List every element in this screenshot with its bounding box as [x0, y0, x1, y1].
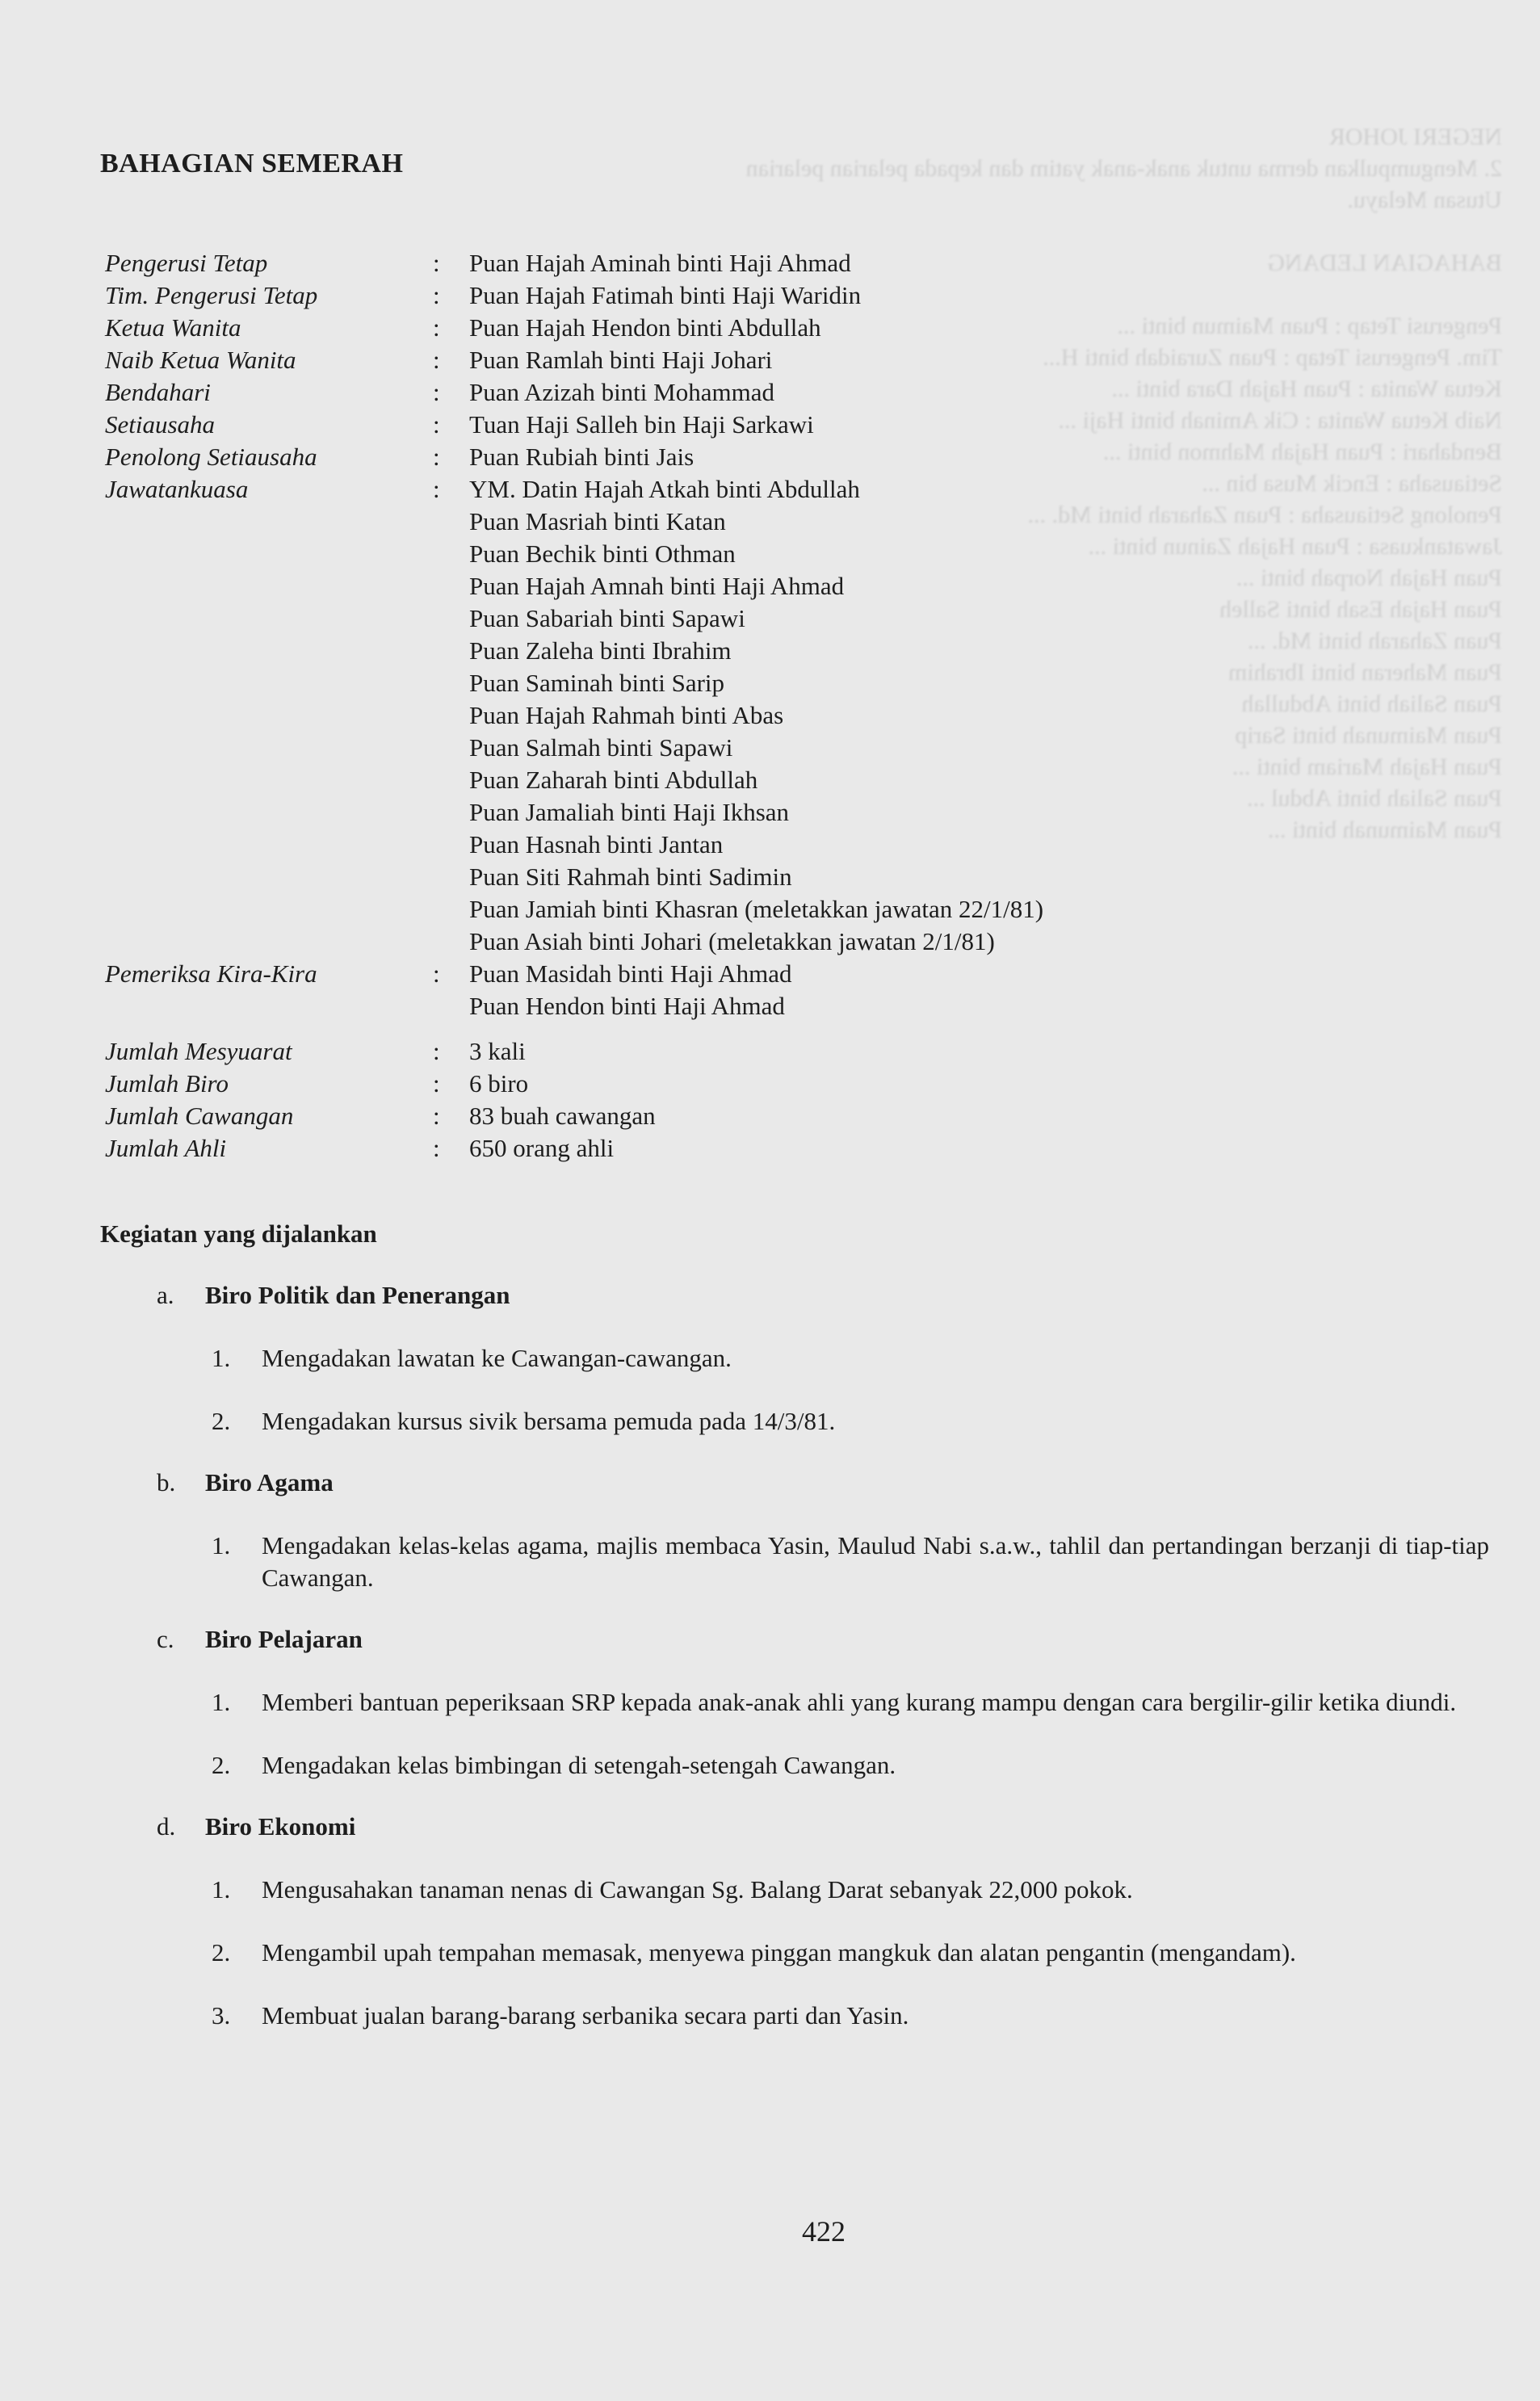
separator-colon: : [433, 1037, 440, 1065]
committee-member-name: Puan Hasnah binti Jantan [469, 830, 724, 858]
activity-item [100, 1874, 1489, 1906]
item-number: 1. [212, 1875, 231, 1904]
separator-colon: : [433, 1134, 440, 1162]
bureau-letter: b. [157, 1468, 176, 1496]
officer-role: Jawatankuasa [105, 475, 249, 503]
bureau-section [100, 1467, 1489, 1594]
separator-colon: : [433, 475, 440, 503]
committee-member-name: Puan Zaharah binti Abdullah [469, 766, 758, 794]
item-number: 2. [212, 1407, 231, 1435]
committee-member-name: Puan Salmah binti Sapawi [469, 733, 733, 762]
officer-role: Pengerusi Tetap [105, 249, 268, 277]
separator-colon: : [433, 410, 440, 439]
committee-member-name: Puan Masriah binti Katan [469, 507, 726, 535]
officer-name: Puan Hajah Hendon binti Abdullah [469, 313, 821, 342]
committee-member-name: Puan Zaleha binti Ibrahim [469, 636, 732, 665]
activity-item [100, 1937, 1489, 1969]
separator-colon: : [433, 313, 440, 342]
item-number: 1. [212, 1344, 231, 1372]
stat-label: Jumlah Cawangan [105, 1102, 294, 1130]
committee-member-name: Puan Jamaliah binti Haji Ikhsan [469, 798, 790, 826]
item-number: 2. [212, 1751, 231, 1779]
item-text: Mengadakan kursus sivik bersama pemuda pada 14/3/81. [262, 1407, 836, 1435]
bureau-title: Biro Agama [205, 1468, 334, 1496]
activity-item [100, 2000, 1489, 2032]
bleed-through-text: NEGERI JOHOR 2. Mengumpulkan derma untuk anak-anak yatim dan kepada pelarian pelarian Utusan Melayu. BAHAGIAN LEDANG Pengerusi Tetap : Puan Maimun binti ... Tim. Pengerusi Tetap : Puan Zuraidah binti H... Ketua Wanita : Puan Hajah Dara binti ... Naib Ketua Wanita : Cik Aminah binti Haji ... Bendahari : Puan Hajah Mahmon binti ... Setiausaha : Encik Musa bin ... Penolong Setiausaha : Puan Zaharah binti Md. ... Jawatankuasa : Puan Hajah Zainun binti ... Puan Hajah Norpah binti ... Puan Hajah Esah binti Salleh Puan Zaharah binti Md. ... Puan Maheran binti Ibrahim Puan Saliah binti Abdullah Puan Maimunah binti Sarip Puan Hajah Mariam binti ... Puan Saliah binti Abdul ... Puan Maimunah binti ... [745, 124, 1502, 843]
item-number: 3. [212, 2001, 231, 2030]
committee-member-name: Puan Siti Rahmah binti Sadimin [469, 863, 792, 891]
section-heading: BAHAGIAN SEMERAH [100, 149, 404, 178]
officer-name: Puan Azizah binti Mohammad [469, 378, 774, 406]
committee-member-name: Puan Jamiah binti Khasran (meletakkan jawatan 22/1/81) [469, 895, 1044, 923]
item-number: 2. [212, 1938, 231, 1967]
committee-member-name: Puan Saminah binti Sarip [469, 669, 725, 697]
bureau-heading [100, 1811, 1489, 1843]
committee-member-name: Puan Asiah binti Johari (meletakkan jawatan 2/1/81) [469, 927, 995, 955]
stat-value: 650 orang ahli [469, 1134, 615, 1162]
officer-role: Pemeriksa Kira-Kira [105, 959, 317, 988]
item-text: Mengambil upah tempahan memasak, menyewa pinggan mangkuk dan alatan pengantin (mengandam). [262, 1938, 1296, 1967]
activity-item [100, 1686, 1489, 1719]
item-text: Mengusahakan tanaman nenas di Cawangan Sg. Balang Darat sebanyak 22,000 pokok. [262, 1875, 1133, 1904]
activity-item [100, 1342, 1489, 1375]
bureau-section [100, 1279, 1489, 1438]
activity-item [100, 1405, 1489, 1438]
page-number: 422 [802, 2215, 846, 2248]
bureau-title: Biro Ekonomi [205, 1812, 356, 1841]
activities-title: Kegiatan yang dijalankan [100, 1219, 377, 1248]
stat-label: Jumlah Ahli [105, 1134, 227, 1162]
item-number: 1. [212, 1531, 231, 1559]
stat-value: 83 buah cawangan [469, 1102, 656, 1130]
bureau-letter: c. [157, 1625, 174, 1653]
bureau-title: Biro Pelajaran [205, 1625, 363, 1653]
officer-name: Puan Rubiah binti Jais [469, 443, 694, 471]
bureau-heading [100, 1279, 1489, 1312]
officer-role: Ketua Wanita [105, 313, 241, 342]
committee-member-name: Puan Hajah Amnah binti Haji Ahmad [469, 572, 845, 600]
auditor-name: Puan Hendon binti Haji Ahmad [469, 992, 785, 1020]
officer-role: Naib Ketua Wanita [105, 346, 296, 374]
officer-name: Puan Hajah Aminah binti Haji Ahmad [469, 249, 851, 277]
officer-role: Setiausaha [105, 410, 216, 439]
separator-colon: : [433, 378, 440, 406]
officer-name: Puan Ramlah binti Haji Johari [469, 346, 773, 374]
stat-value: 6 biro [469, 1069, 529, 1098]
officer-name: Puan Masidah binti Haji Ahmad [469, 959, 792, 988]
separator-colon: : [433, 346, 440, 374]
stat-label: Jumlah Biro [105, 1069, 229, 1098]
officer-name: Puan Hajah Fatimah binti Haji Waridin [469, 281, 862, 309]
activity-item [100, 1530, 1489, 1594]
officer-name: Tuan Haji Salleh bin Haji Sarkawi [469, 410, 814, 439]
officer-role: Tim. Pengerusi Tetap [105, 281, 318, 309]
bureau-heading [100, 1623, 1489, 1656]
bureau-title: Biro Politik dan Penerangan [205, 1281, 510, 1309]
committee-member-name: Puan Sabariah binti Sapawi [469, 604, 745, 632]
item-text: Membuat jualan barang-barang serbanika secara parti dan Yasin. [262, 2001, 909, 2030]
item-text: Mengadakan lawatan ke Cawangan-cawangan. [262, 1344, 732, 1372]
separator-colon: : [433, 281, 440, 309]
separator-colon: : [433, 959, 440, 988]
item-text: Mengadakan kelas bimbingan di setengah-setengah Cawangan. [262, 1751, 896, 1779]
item-number: 1. [212, 1688, 231, 1716]
bureau-letter: d. [157, 1812, 176, 1841]
officer-role: Bendahari [105, 378, 211, 406]
separator-colon: : [433, 249, 440, 277]
committee-member-name: Puan Bechik binti Othman [469, 539, 736, 568]
officer-name: YM. Datin Hajah Atkah binti Abdullah [469, 475, 860, 503]
stat-label: Jumlah Mesyuarat [105, 1037, 292, 1065]
separator-colon: : [433, 443, 440, 471]
bureau-letter: a. [157, 1281, 174, 1309]
stat-value: 3 kali [469, 1037, 526, 1065]
item-text: Mengadakan kelas-kelas agama, majlis membaca Yasin, Maulud Nabi s.a.w., tahlil dan pertandingan berzanji di tiap-tiap Cawangan. [262, 1531, 1489, 1592]
item-text: Memberi bantuan peperiksaan SRP kepada anak-anak ahli yang kurang mampu dengan cara bergilir-gilir ketika diundi. [262, 1688, 1457, 1716]
activity-item [100, 1749, 1489, 1782]
bureau-section [100, 1811, 1489, 2032]
bureau-section [100, 1623, 1489, 1782]
bureau-heading [100, 1467, 1489, 1499]
separator-colon: : [433, 1069, 440, 1098]
officer-role: Penolong Setiausaha [105, 443, 317, 471]
separator-colon: : [433, 1102, 440, 1130]
committee-member-name: Puan Hajah Rahmah binti Abas [469, 701, 784, 729]
activities-section [100, 1218, 1489, 2032]
